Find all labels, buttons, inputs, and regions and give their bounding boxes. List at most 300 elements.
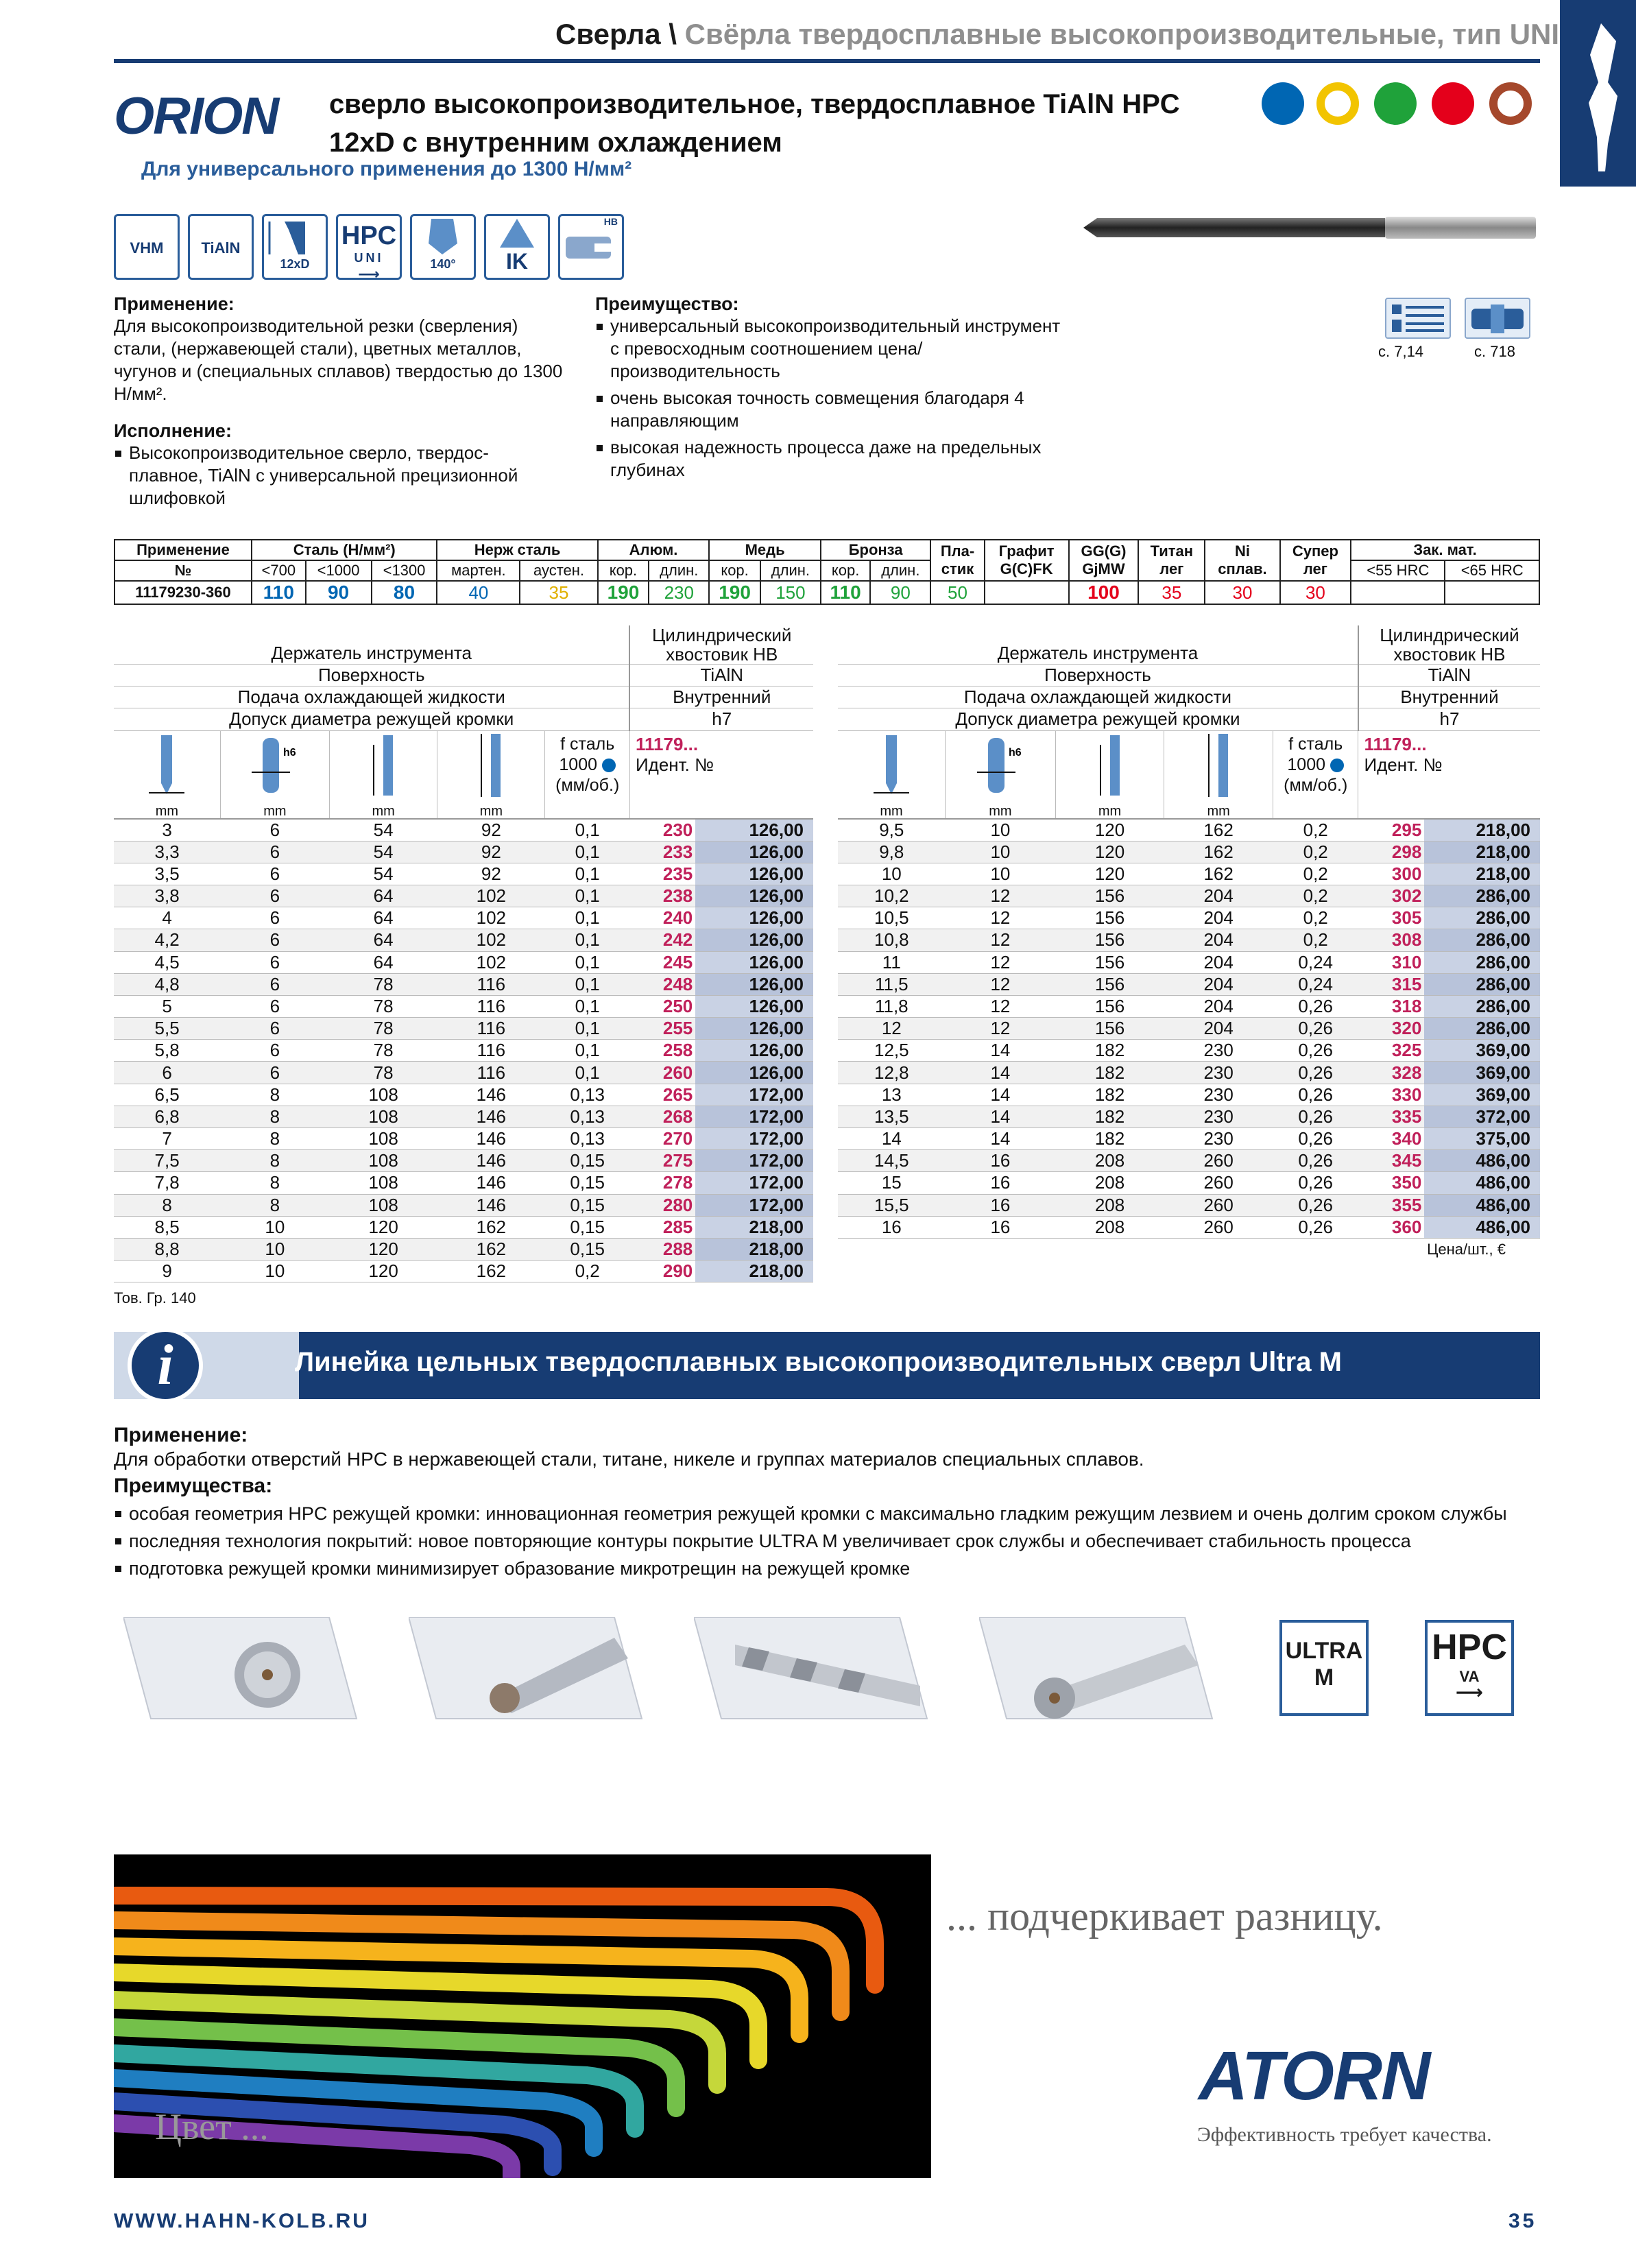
cell: 6 [220, 863, 329, 885]
cell: 8 [220, 1172, 329, 1194]
cell: 146 [437, 1106, 545, 1127]
table-row[interactable] [838, 863, 1540, 885]
material-dot-blue [1262, 82, 1304, 125]
cell: 16 [946, 1194, 1056, 1216]
cell: 64 [330, 929, 437, 951]
cell: 5,5 [114, 1018, 220, 1040]
cell: 0,1 [545, 973, 630, 995]
atorn-logo: ATORN [1199, 2038, 1430, 2114]
table-row[interactable] [838, 1194, 1540, 1216]
cell: 208 [1055, 1150, 1164, 1172]
page-header [555, 18, 1560, 51]
ident-label: Идент. № [635, 754, 714, 775]
ultra-adv-heading: Преимущества: [114, 1475, 273, 1497]
cell: 340 [1358, 1128, 1424, 1150]
cell: 92 [437, 841, 545, 863]
cell: 14 [946, 1062, 1056, 1084]
cell: 54 [330, 819, 437, 841]
cell: 204 [1164, 907, 1273, 929]
tialn-label: TiAlN [201, 239, 241, 256]
cell: 238 [629, 885, 695, 907]
cell: 369,00 [1424, 1084, 1540, 1106]
cell: 369,00 [1424, 1062, 1540, 1084]
mat-value: 35 [1138, 581, 1205, 604]
cell: 265 [629, 1084, 695, 1106]
cell: 208 [1055, 1194, 1164, 1216]
total-length-icon [1198, 731, 1239, 800]
cell: 6,5 [114, 1084, 220, 1106]
cell: 369,00 [1424, 1040, 1540, 1062]
hpc-label: HPC [341, 222, 397, 250]
internal-coolant-badge [484, 214, 550, 280]
cell: 64 [330, 907, 437, 929]
table-row[interactable] [114, 907, 813, 929]
mat-header: Зак. мат. [1351, 540, 1539, 560]
table-row[interactable] [114, 885, 813, 907]
cell: 108 [330, 1172, 437, 1194]
cell: 172,00 [695, 1172, 813, 1194]
cell: 6 [220, 1062, 329, 1084]
cell: 78 [330, 995, 437, 1017]
cell: 78 [330, 1062, 437, 1084]
table-row[interactable] [838, 1128, 1540, 1150]
cell: 298 [1358, 841, 1424, 863]
table-row[interactable] [838, 1216, 1540, 1238]
cell: 14 [946, 1106, 1056, 1127]
cell: 486,00 [1424, 1150, 1540, 1172]
cell: 204 [1164, 995, 1273, 1017]
cell: 78 [330, 973, 437, 995]
cell: 172,00 [695, 1128, 813, 1150]
cell: 0,24 [1273, 973, 1358, 995]
mat-value: 30 [1280, 581, 1351, 604]
table-row[interactable] [114, 1238, 813, 1260]
mat-value: 30 [1205, 581, 1279, 604]
table-row[interactable] [838, 907, 1540, 929]
cell: 248 [629, 973, 695, 995]
cell: 120 [1055, 819, 1164, 841]
footer-url[interactable]: WWW.HAHN-KOLB.RU [114, 2210, 370, 2232]
cell: 0,1 [545, 819, 630, 841]
cell: 0,26 [1273, 1084, 1358, 1106]
cell: 250 [629, 995, 695, 1017]
drill-table [838, 625, 1540, 1261]
cell: 146 [437, 1128, 545, 1150]
cell: 0,2 [1273, 885, 1358, 907]
mat-value: 100 [1069, 581, 1139, 604]
cell: 218,00 [695, 1216, 813, 1238]
cell: 350 [1358, 1172, 1424, 1194]
cell: 278 [629, 1172, 695, 1194]
feed-header [1273, 730, 1358, 819]
shank-diameter-icon [248, 731, 302, 800]
point-angle-label: 140° [430, 257, 456, 271]
cell: 126,00 [695, 863, 813, 885]
column-icon [946, 730, 1056, 819]
cell: 0,26 [1273, 1216, 1358, 1238]
cell: 102 [437, 951, 545, 973]
cell: 156 [1055, 929, 1164, 951]
svg-text:h6: h6 [1008, 746, 1022, 759]
surface-value: TiAlN [629, 665, 813, 687]
cell: 120 [330, 1238, 437, 1260]
unit-mm: mm [989, 803, 1012, 819]
mat-header-line: Супер [1292, 542, 1338, 560]
ultra-m-label: M [1314, 1664, 1334, 1691]
column-icon [220, 730, 329, 819]
table-row[interactable] [838, 1018, 1540, 1040]
table-row[interactable] [114, 1216, 813, 1238]
mat-value [985, 581, 1069, 604]
material-dot-green [1374, 82, 1417, 125]
cell: 372,00 [1424, 1106, 1540, 1127]
unit-mm: mm [155, 803, 179, 819]
cell: 8 [114, 1194, 220, 1216]
cell: 120 [1055, 841, 1164, 863]
mat-subheader: <55 HRC [1351, 560, 1445, 581]
cell: 7,8 [114, 1172, 220, 1194]
cell: 0,2 [1273, 863, 1358, 885]
advantage-item: универсальный высокопроизводительный инструмент с превосходным соотношением цена/производительность [595, 315, 1061, 383]
cell: 235 [629, 863, 695, 885]
ad-tagline: ... подчеркивает разницу. [946, 1894, 1383, 1939]
cell: 230 [1164, 1128, 1273, 1150]
mat-value: 35 [520, 581, 597, 604]
feed-label: f сталь 1000 [1287, 734, 1343, 774]
table-row[interactable] [114, 1018, 813, 1040]
cell: 14 [946, 1040, 1056, 1062]
cell: 0,26 [1273, 1018, 1358, 1040]
mat-value: 190 [709, 581, 760, 604]
table-row[interactable] [114, 841, 813, 863]
cell: 0,26 [1273, 995, 1358, 1017]
ad-bottom-text: Цвет ... [155, 2106, 269, 2147]
table-row[interactable] [838, 973, 1540, 995]
cell: 300 [1358, 863, 1424, 885]
cell: 325 [1358, 1040, 1424, 1062]
mat-value: 40 [437, 581, 520, 604]
table-row[interactable] [114, 819, 813, 841]
cell: 10,5 [838, 907, 946, 929]
flute-length-icon [363, 731, 404, 800]
cell: 162 [437, 1261, 545, 1282]
cell: 486,00 [1424, 1216, 1540, 1238]
table-row[interactable] [838, 1084, 1540, 1106]
cell: 0,26 [1273, 1172, 1358, 1194]
material-dot-brown [1489, 82, 1532, 125]
mat-subheader: аустен. [520, 560, 597, 581]
table-row[interactable] [838, 1106, 1540, 1127]
table-row[interactable] [114, 1150, 813, 1172]
cell: 328 [1358, 1062, 1424, 1084]
table-row[interactable] [838, 929, 1540, 951]
atorn-slogan: Эффективность требует качества. [1197, 2123, 1492, 2146]
drill-diameter-icon [146, 731, 187, 800]
cell: 302 [1358, 885, 1424, 907]
cell: 10 [220, 1216, 329, 1238]
tolerance-label: Допуск диаметра режущей кромки [114, 708, 629, 730]
ultra-label: ULTRA [1285, 1638, 1363, 1664]
cell: 108 [330, 1106, 437, 1127]
group-note: Тов. Гр. 140 [114, 1289, 196, 1306]
cell: 4,5 [114, 951, 220, 973]
table-row[interactable] [114, 1062, 813, 1084]
cell: 0,1 [545, 951, 630, 973]
cell: 375,00 [1424, 1128, 1540, 1150]
hpc-va-badge: HPC VA ⟶ [1425, 1620, 1514, 1716]
table-row[interactable] [114, 973, 813, 995]
cell: 182 [1055, 1062, 1164, 1084]
info-ref-icon[interactable] [1385, 298, 1451, 339]
table-row[interactable] [838, 1040, 1540, 1062]
mat-subheader: длин. [870, 560, 930, 581]
cell: 260 [1164, 1150, 1273, 1172]
unit-mm: mm [372, 803, 395, 819]
cell: 126,00 [695, 951, 813, 973]
cell: 7,5 [114, 1150, 220, 1172]
cell: 204 [1164, 1018, 1273, 1040]
cell: 4 [114, 907, 220, 929]
drill-tab-marker [1560, 0, 1636, 187]
column-icon [1164, 730, 1273, 819]
info-title: Линейка цельных твердосплавных высокопроизводительных сверл Ultra M [295, 1347, 1342, 1377]
table-row[interactable] [114, 863, 813, 885]
column-icon [330, 730, 437, 819]
cell: 0,15 [545, 1150, 630, 1172]
mat-header [985, 540, 1069, 581]
header-title: Свёрла твердосплавные высокопроизводительные, тип UNI [684, 18, 1560, 50]
tolerance-label: Допуск диаметра режущей кромки [838, 708, 1358, 730]
cell: 182 [1055, 1128, 1164, 1150]
mat-header [1280, 540, 1351, 581]
cell: 8 [220, 1150, 329, 1172]
cell: 308 [1358, 929, 1424, 951]
cell: 12 [946, 907, 1056, 929]
table-row[interactable] [114, 1040, 813, 1062]
table-row[interactable] [838, 1172, 1540, 1194]
holder-label: Держатель инструмента [114, 625, 629, 665]
mat-header-line: GG(G) [1081, 542, 1127, 560]
cell: 172,00 [695, 1150, 813, 1172]
coolant-icon [486, 216, 548, 250]
cell: 0,1 [545, 885, 630, 907]
column-icon [437, 730, 545, 819]
cell: 162 [437, 1238, 545, 1260]
cell: 6 [220, 995, 329, 1017]
table-row[interactable] [838, 841, 1540, 863]
drill-table-left [114, 625, 813, 1282]
advantage-item: очень высокая точность совмещения благодаря 4 направляющим [595, 387, 1061, 432]
table-row[interactable] [838, 819, 1540, 841]
cell: 9,5 [838, 819, 946, 841]
cell: 0,1 [545, 1062, 630, 1084]
feed-unit: (мм/об.) [555, 775, 620, 795]
cell: 0,26 [1273, 1040, 1358, 1062]
cell: 182 [1055, 1084, 1164, 1106]
cell: 116 [437, 1062, 545, 1084]
table-row[interactable] [838, 1062, 1540, 1084]
cell: 204 [1164, 885, 1273, 907]
cell: 8 [220, 1106, 329, 1127]
table-row[interactable] [114, 995, 813, 1017]
banner-chevron [247, 1332, 288, 1399]
cell: 260 [1164, 1172, 1273, 1194]
cell: 6 [220, 907, 329, 929]
table-row[interactable] [114, 951, 813, 973]
ref-page-a[interactable]: с. 7,14 [1378, 343, 1424, 360]
cell: 218,00 [695, 1261, 813, 1282]
cell: 6 [220, 973, 329, 995]
ref-page-b[interactable]: с. 718 [1474, 343, 1515, 360]
feed-header [545, 730, 630, 819]
holder-ref-icon[interactable] [1465, 298, 1530, 339]
table-row[interactable] [114, 1172, 813, 1194]
mat-header [1138, 540, 1205, 581]
mat-subheader: № [115, 560, 252, 581]
table-row[interactable] [114, 1084, 813, 1106]
table-row[interactable] [838, 995, 1540, 1017]
ultra-m-badge [1279, 1620, 1369, 1716]
ultra-m-block [114, 1424, 1540, 1580]
cell: 126,00 [695, 929, 813, 951]
column-icon [1055, 730, 1164, 819]
product-title [329, 85, 1180, 162]
cell: 286,00 [1424, 1018, 1540, 1040]
cell: 318 [1358, 995, 1424, 1017]
cell: 208 [1055, 1172, 1164, 1194]
cell: 0,1 [545, 1040, 630, 1062]
cell: 11,8 [838, 995, 946, 1017]
list-icon [1386, 299, 1449, 337]
coolant-value: Внутренний [1358, 687, 1540, 708]
cell: 126,00 [695, 1040, 813, 1062]
cell: 230 [1164, 1062, 1273, 1084]
cell: 102 [437, 907, 545, 929]
vhm-label: VHM [130, 239, 164, 256]
mat-value [1351, 581, 1445, 604]
cell: 8,5 [114, 1216, 220, 1238]
cell: 116 [437, 973, 545, 995]
cell: 10,8 [838, 929, 946, 951]
table-row[interactable] [838, 885, 1540, 907]
table-row[interactable] [838, 951, 1540, 973]
mat-header-line: Пла- [940, 542, 975, 560]
feed-unit: (мм/об.) [1284, 775, 1348, 795]
cell: 8 [220, 1194, 329, 1216]
cell: 182 [1055, 1106, 1164, 1127]
cell: 0,24 [1273, 951, 1358, 973]
material-dot-yellow [1316, 82, 1359, 125]
cell: 12 [946, 929, 1056, 951]
cell: 486,00 [1424, 1172, 1540, 1194]
cell: 218,00 [1424, 863, 1540, 885]
drill-tip-photo [979, 1617, 1226, 1720]
cell: 0,26 [1273, 1106, 1358, 1127]
table-row[interactable] [114, 929, 813, 951]
column-icon [838, 730, 946, 819]
cell: 0,1 [545, 907, 630, 929]
cell: 11,5 [838, 973, 946, 995]
header-section: Сверла \ [555, 18, 677, 50]
cell: 6 [220, 1040, 329, 1062]
mat-value: 110 [252, 581, 306, 604]
advantage-item: высокая надежность процесса даже на предельных глубинах [595, 436, 1061, 481]
table-row[interactable] [114, 1128, 813, 1150]
cell: 218,00 [1424, 841, 1540, 863]
cell: 355 [1358, 1194, 1424, 1216]
table-row[interactable] [114, 1194, 813, 1216]
steel-dot-icon [602, 759, 616, 772]
cell: 162 [1164, 819, 1273, 841]
hpc-uni-badge: HPC UNI ⟶ [336, 214, 402, 280]
mat-subheader: кор. [821, 560, 870, 581]
cell: 14 [838, 1128, 946, 1150]
mat-header-line: Титан [1150, 542, 1194, 560]
cell: 12,8 [838, 1062, 946, 1084]
cell: 6 [114, 1062, 220, 1084]
cell: 9,8 [838, 841, 946, 863]
tolerance-value: h7 [629, 708, 813, 730]
mat-header-line: Графит [998, 542, 1055, 560]
table-row[interactable] [114, 1261, 813, 1282]
cell: 230 [1164, 1106, 1273, 1127]
cell: 315 [1358, 973, 1424, 995]
cell: 5,8 [114, 1040, 220, 1062]
mat-header: Медь [709, 540, 821, 560]
cell: 0,15 [545, 1216, 630, 1238]
cell: 16 [946, 1172, 1056, 1194]
product-title-line1: сверло высокопроизводительное, твердосплавное TiAlN HPC [329, 89, 1180, 119]
cell: 10 [220, 1238, 329, 1260]
cell: 230 [1164, 1084, 1273, 1106]
mat-value: 90 [306, 581, 372, 604]
advantages-block [595, 294, 1061, 481]
cell: 12 [946, 951, 1056, 973]
cell: 8 [220, 1084, 329, 1106]
cell: 0,13 [545, 1084, 630, 1106]
feed-label: f сталь 1000 [559, 734, 615, 774]
mat-value [1445, 581, 1539, 604]
cell: 6,8 [114, 1106, 220, 1127]
mat-value: 190 [598, 581, 649, 604]
cell: 8 [220, 1128, 329, 1150]
mat-subheader: длин. [760, 560, 821, 581]
cell: 10,2 [838, 885, 946, 907]
cell: 258 [629, 1040, 695, 1062]
table-row[interactable] [114, 1106, 813, 1127]
cell: 92 [437, 863, 545, 885]
cell: 64 [330, 951, 437, 973]
table-row[interactable] [838, 1150, 1540, 1172]
cell: 78 [330, 1040, 437, 1062]
mat-header-line: лег [1303, 560, 1327, 577]
cell: 7 [114, 1128, 220, 1150]
mat-header-line: сплав. [1218, 560, 1267, 577]
hpc-va-hpc-label: HPC [1432, 1627, 1507, 1667]
cell: 10 [946, 863, 1056, 885]
cell: 64 [330, 885, 437, 907]
cell: 288 [629, 1238, 695, 1260]
cell: 6 [220, 885, 329, 907]
cell: 0,13 [545, 1106, 630, 1127]
cell: 218,00 [695, 1238, 813, 1260]
mat-value: 11179230-360 [115, 581, 252, 604]
drill-table-right [838, 625, 1540, 1261]
mat-header-line: G(C)FK [1000, 560, 1053, 577]
cell: 6 [220, 819, 329, 841]
cell: 54 [330, 863, 437, 885]
cell: 280 [629, 1194, 695, 1216]
